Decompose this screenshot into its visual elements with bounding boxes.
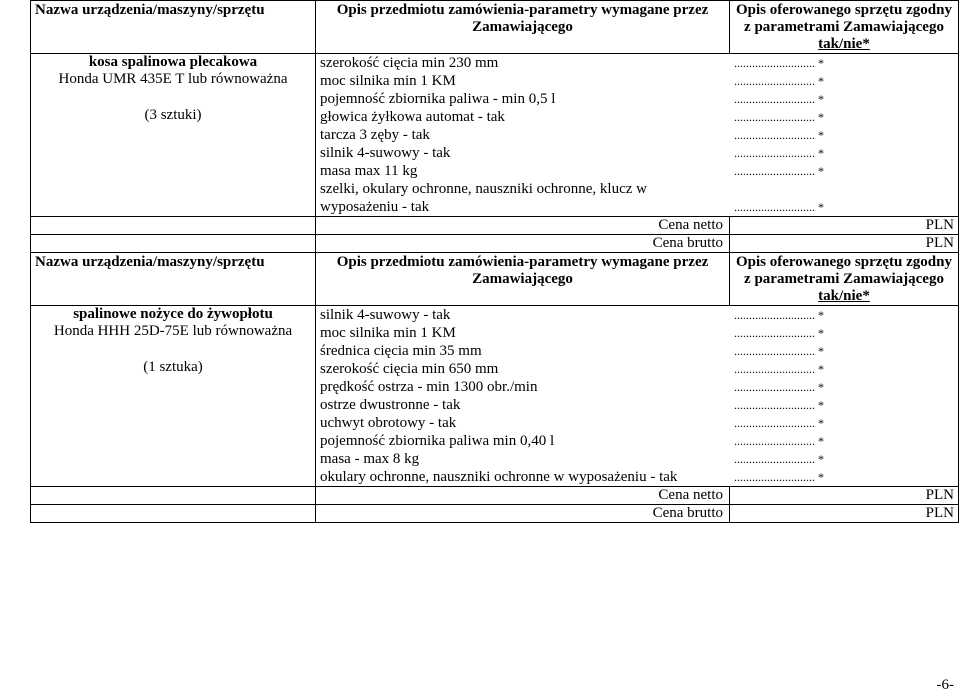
gross-price-value: PLN — [730, 235, 959, 253]
item-row — [31, 306, 959, 487]
param-text: tarcza 3 zęby - tak — [320, 127, 430, 143]
param-row — [316, 162, 958, 180]
price-row-gross — [31, 505, 959, 523]
gross-price-value: PLN — [730, 505, 959, 523]
header-row — [31, 253, 959, 306]
header-requirements: Opis przedmiotu zamówienia-parametry wymagane przez Zamawiającego — [316, 1, 730, 54]
answer-field[interactable]: ........................... * — [734, 56, 824, 70]
header-device-name: Nazwa urządzenia/maszyny/sprzętu — [31, 1, 316, 54]
param-row — [316, 180, 958, 216]
answer-field[interactable]: ........................... * — [734, 146, 824, 160]
param-text: średnica cięcia min 35 mm — [320, 343, 482, 359]
answer-field[interactable]: ........................... * — [734, 110, 824, 124]
param-text: uchwyt obrotowy - tak — [320, 415, 457, 431]
param-row — [316, 324, 958, 342]
answer-field[interactable]: ........................... * — [734, 434, 824, 448]
param-text: głowica żyłkowa automat - tak — [320, 109, 505, 125]
answer-field[interactable]: ........................... * — [734, 128, 824, 142]
param-row — [316, 144, 958, 162]
page-number: -6- — [936, 677, 954, 693]
net-price-label: Cena netto — [316, 487, 730, 505]
param-text: masa max 11 kg — [320, 163, 418, 179]
price-row-net — [31, 487, 959, 505]
answer-field[interactable]: ........................... * — [734, 452, 824, 466]
param-text: prędkość ostrza - min 1300 obr./min — [320, 379, 538, 395]
param-row — [316, 414, 958, 432]
param-row — [316, 432, 958, 450]
net-price-value: PLN — [730, 487, 959, 505]
param-row — [316, 54, 958, 72]
item2-name: spalinowe nożyce do żywopłotu — [73, 306, 273, 322]
param-row — [316, 342, 958, 360]
param-text: ostrze dwustronne - tak — [320, 397, 461, 413]
header-offered-text: Opis oferowanego sprzętu zgodny z parametrami Zamawiającego — [736, 2, 952, 35]
header-offered-choice: tak/nie* — [818, 288, 870, 304]
item1-model: Honda UMR 435E T lub równoważna — [58, 71, 288, 87]
gross-price-label: Cena brutto — [316, 235, 730, 253]
param-text: szerokość cięcia min 230 mm — [320, 55, 499, 71]
param-row — [316, 396, 958, 414]
param-row — [316, 468, 958, 486]
param-text: moc silnika min 1 KM — [320, 73, 456, 89]
param-row — [316, 108, 958, 126]
param-text: szerokość cięcia min 650 mm — [320, 361, 499, 377]
header-offered-choice: tak/nie* — [818, 36, 870, 52]
item1-name: kosa spalinowa plecakowa — [88, 54, 258, 70]
param-row — [316, 126, 958, 144]
param-row — [316, 72, 958, 90]
answer-field[interactable]: ........................... * — [734, 308, 824, 322]
item2-device — [31, 306, 316, 487]
header-offered — [730, 1, 959, 54]
answer-field[interactable]: ........................... * — [734, 200, 824, 214]
gross-price-label: Cena brutto — [316, 505, 730, 523]
param-row — [316, 360, 958, 378]
header-row — [31, 1, 959, 54]
param-row — [316, 378, 958, 396]
net-price-label: Cena netto — [316, 217, 730, 235]
price-row-gross — [31, 235, 959, 253]
param-text: okulary ochronne, nauszniki ochronne w wyposażeniu - tak — [320, 469, 678, 485]
param-text: silnik 4-suwowy - tak — [320, 145, 451, 161]
specification-table — [30, 0, 959, 523]
answer-field[interactable]: ........................... * — [734, 362, 824, 376]
param-text: masa - max 8 kg — [320, 451, 420, 467]
param-text: pojemność zbiornika paliwa - min 0,5 l — [320, 91, 556, 107]
param-text: szelki, okulary ochronne, nauszniki ochronne, klucz w wyposażeniu - tak — [320, 181, 647, 215]
param-row — [316, 306, 958, 324]
answer-field[interactable]: ........................... * — [734, 74, 824, 88]
header-requirements: Opis przedmiotu zamówienia-parametry wymagane przez Zamawiającego — [316, 253, 730, 306]
item1-device — [31, 54, 316, 217]
item-row — [31, 54, 959, 217]
item2-params — [316, 306, 959, 487]
item2-model: Honda HHH 25D-75E lub równoważna — [53, 323, 293, 339]
param-row — [316, 450, 958, 468]
header-offered — [730, 253, 959, 306]
answer-field[interactable]: ........................... * — [734, 344, 824, 358]
param-text: moc silnika min 1 KM — [320, 325, 456, 341]
header-offered-text: Opis oferowanego sprzętu zgodny z parametrami Zamawiającego — [736, 254, 952, 287]
answer-field[interactable]: ........................... * — [734, 92, 824, 106]
item2-quantity: (1 sztuka) — [143, 359, 203, 375]
param-text: pojemność zbiornika paliwa min 0,40 l — [320, 433, 555, 449]
item1-quantity: (3 sztuki) — [144, 107, 202, 123]
param-text: silnik 4-suwowy - tak — [320, 307, 451, 323]
answer-field[interactable]: ........................... * — [734, 380, 824, 394]
answer-field[interactable]: ........................... * — [734, 398, 824, 412]
answer-field[interactable]: ........................... * — [734, 416, 824, 430]
price-row-net — [31, 217, 959, 235]
param-row — [316, 90, 958, 108]
header-device-name: Nazwa urządzenia/maszyny/sprzętu — [31, 253, 316, 306]
answer-field[interactable]: ........................... * — [734, 326, 824, 340]
answer-field[interactable]: ........................... * — [734, 164, 824, 178]
net-price-value: PLN — [730, 217, 959, 235]
item1-params — [316, 54, 959, 217]
answer-field[interactable]: ........................... * — [734, 470, 824, 484]
